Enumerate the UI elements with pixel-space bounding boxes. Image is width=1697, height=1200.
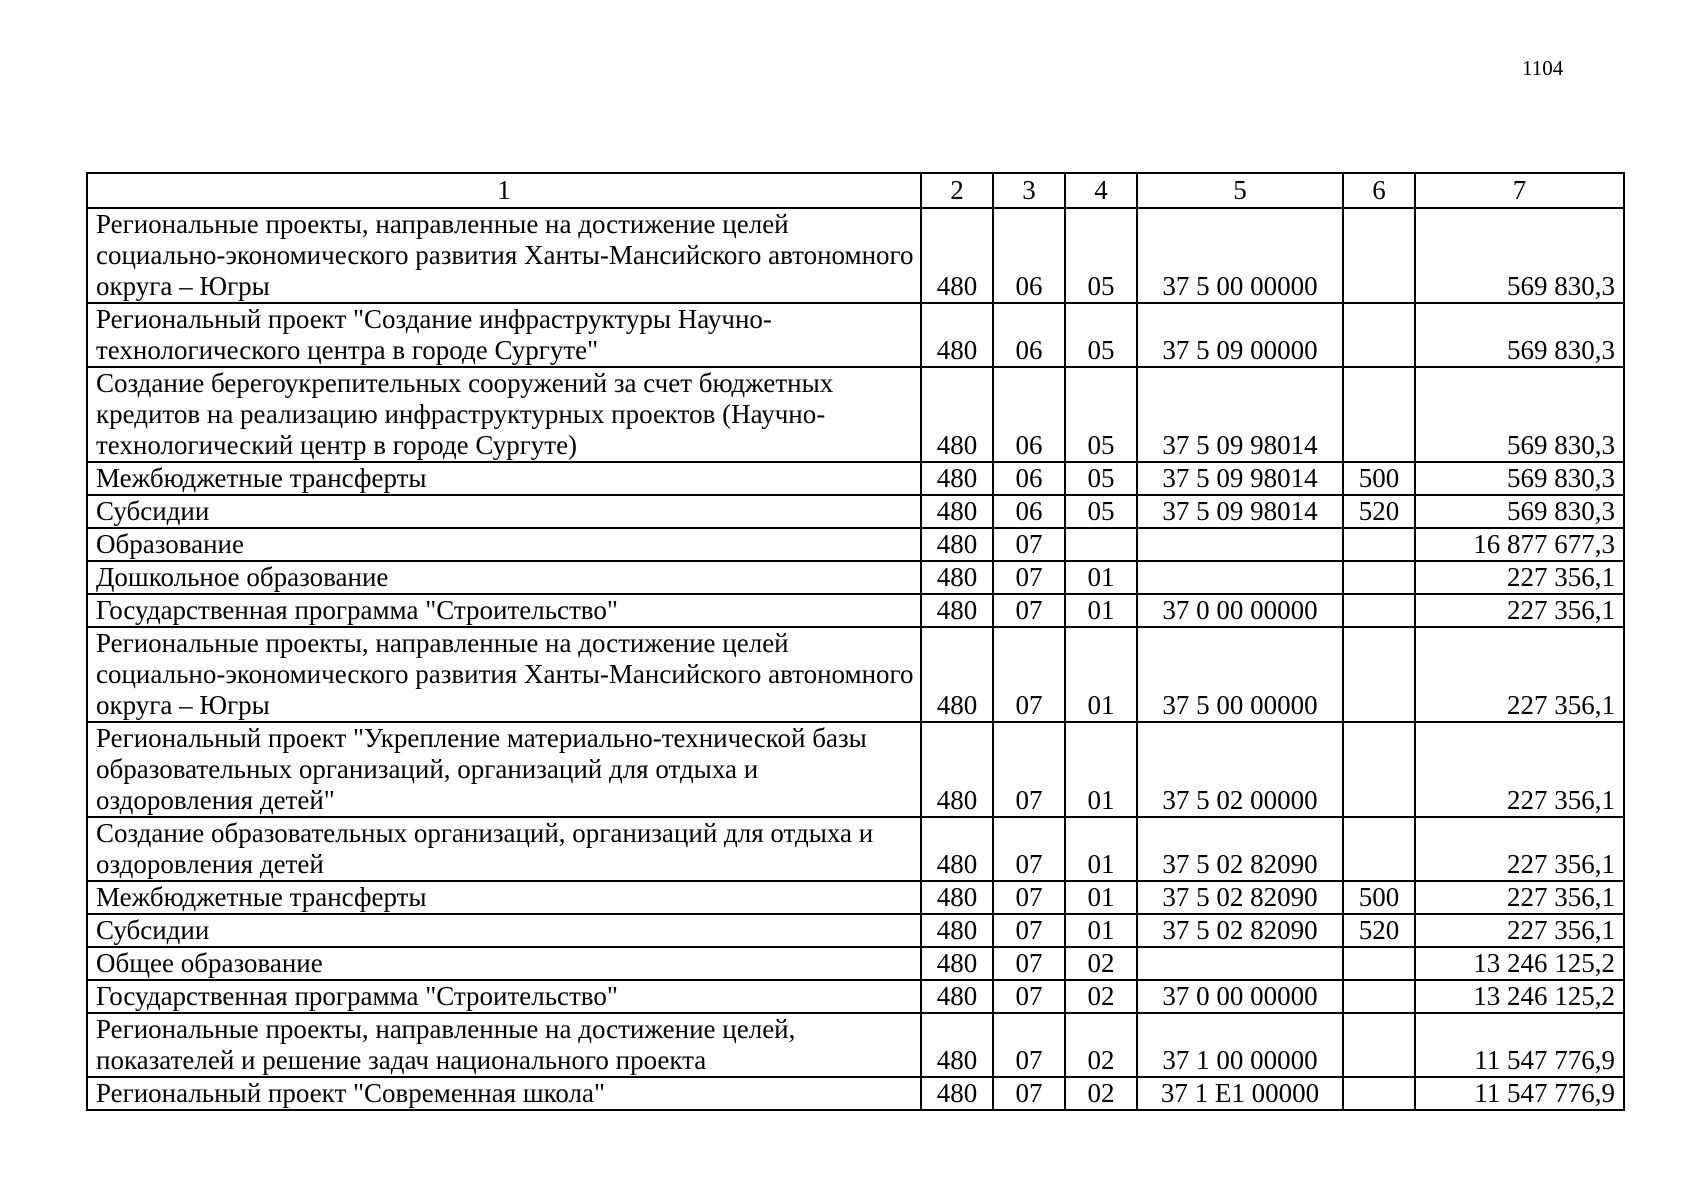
row-target-article-cell: 37 5 02 00000 <box>1137 722 1343 817</box>
table-row <box>87 594 1624 627</box>
row-code-2-cell: 480 <box>921 367 993 462</box>
row-expense-type-cell <box>1343 1013 1415 1077</box>
row-subsection-cell: 05 <box>1065 462 1137 495</box>
row-target-article-cell: 37 5 00 00000 <box>1137 627 1343 722</box>
table-row <box>87 914 1624 947</box>
row-name-cell: Региональные проекты, направленные на достижение целей социально-экономического развития Ханты-Мансийского автономного округа – Югры <box>87 208 921 303</box>
row-code-2-cell: 480 <box>921 561 993 594</box>
row-target-article-cell: 37 5 02 82090 <box>1137 817 1343 881</box>
table-row <box>87 367 1624 462</box>
row-amount-cell: 569 830,3 <box>1415 303 1624 367</box>
row-subsection-cell: 02 <box>1065 1077 1137 1110</box>
table-row <box>87 303 1624 367</box>
row-section-cell: 07 <box>993 561 1065 594</box>
page-number: 1104 <box>1522 56 1564 80</box>
row-amount-cell: 227 356,1 <box>1415 914 1624 947</box>
table-body <box>87 208 1624 1110</box>
header-col-2: 2 <box>921 173 993 208</box>
row-amount-cell: 569 830,3 <box>1415 462 1624 495</box>
table-row <box>87 722 1624 817</box>
row-subsection-cell: 01 <box>1065 561 1137 594</box>
row-section-cell: 07 <box>993 980 1065 1013</box>
row-code-2-cell: 480 <box>921 817 993 881</box>
row-code-2-cell: 480 <box>921 303 993 367</box>
header-col-1: 1 <box>87 173 921 208</box>
row-expense-type-cell <box>1343 367 1415 462</box>
table-row <box>87 1013 1624 1077</box>
row-expense-type-cell <box>1343 303 1415 367</box>
row-code-2-cell: 480 <box>921 1013 993 1077</box>
header-col-5: 5 <box>1137 173 1343 208</box>
row-section-cell: 06 <box>993 367 1065 462</box>
table-header <box>87 173 1624 208</box>
row-amount-cell: 569 830,3 <box>1415 367 1624 462</box>
row-expense-type-cell <box>1343 980 1415 1013</box>
row-amount-cell: 227 356,1 <box>1415 817 1624 881</box>
row-expense-type-cell: 500 <box>1343 881 1415 914</box>
row-code-2-cell: 480 <box>921 462 993 495</box>
row-target-article-cell: 37 5 09 98014 <box>1137 495 1343 528</box>
row-name-cell: Создание берегоукрепительных сооружений за счет бюджетных кредитов на реализацию инфраструктурных проектов (Научно-технологический центр в городе Сургуте) <box>87 367 921 462</box>
row-amount-cell: 227 356,1 <box>1415 594 1624 627</box>
row-amount-cell: 11 547 776,9 <box>1415 1077 1624 1110</box>
row-subsection-cell <box>1065 528 1137 561</box>
row-expense-type-cell <box>1343 594 1415 627</box>
row-name-cell: Межбюджетные трансферты <box>87 881 921 914</box>
row-subsection-cell: 05 <box>1065 367 1137 462</box>
row-name-cell: Межбюджетные трансферты <box>87 462 921 495</box>
row-code-2-cell: 480 <box>921 722 993 817</box>
row-expense-type-cell <box>1343 1077 1415 1110</box>
row-target-article-cell: 37 5 00 00000 <box>1137 208 1343 303</box>
row-subsection-cell: 02 <box>1065 947 1137 980</box>
row-section-cell: 07 <box>993 1013 1065 1077</box>
row-code-2-cell: 480 <box>921 528 993 561</box>
row-name-cell: Региональные проекты, направленные на достижение целей социально-экономического развития Ханты-Мансийского автономного округа – Югры <box>87 627 921 722</box>
row-target-article-cell: 37 5 09 98014 <box>1137 462 1343 495</box>
row-section-cell: 07 <box>993 594 1065 627</box>
table-row <box>87 495 1624 528</box>
row-subsection-cell: 01 <box>1065 881 1137 914</box>
row-amount-cell: 13 246 125,2 <box>1415 980 1624 1013</box>
row-expense-type-cell <box>1343 561 1415 594</box>
row-section-cell: 06 <box>993 495 1065 528</box>
table-row <box>87 881 1624 914</box>
row-name-cell: Государственная программа "Строительство" <box>87 594 921 627</box>
row-amount-cell: 16 877 677,3 <box>1415 528 1624 561</box>
row-target-article-cell: 37 5 02 82090 <box>1137 914 1343 947</box>
table-row <box>87 561 1624 594</box>
row-name-cell: Государственная программа "Строительство" <box>87 980 921 1013</box>
table-row <box>87 1077 1624 1110</box>
row-subsection-cell: 05 <box>1065 208 1137 303</box>
row-name-cell: Региональный проект "Создание инфраструктуры Научно-технологического центра в городе Сургуте" <box>87 303 921 367</box>
table-row <box>87 817 1624 881</box>
row-name-cell: Субсидии <box>87 914 921 947</box>
row-expense-type-cell: 520 <box>1343 914 1415 947</box>
row-section-cell: 07 <box>993 881 1065 914</box>
row-target-article-cell: 37 1 00 00000 <box>1137 1013 1343 1077</box>
row-expense-type-cell <box>1343 208 1415 303</box>
row-subsection-cell: 05 <box>1065 495 1137 528</box>
row-code-2-cell: 480 <box>921 881 993 914</box>
row-code-2-cell: 480 <box>921 947 993 980</box>
header-col-7: 7 <box>1415 173 1624 208</box>
row-subsection-cell: 01 <box>1065 914 1137 947</box>
row-name-cell: Общее образование <box>87 947 921 980</box>
table-row <box>87 627 1624 722</box>
row-target-article-cell: 37 5 09 98014 <box>1137 367 1343 462</box>
row-code-2-cell: 480 <box>921 1077 993 1110</box>
row-expense-type-cell: 520 <box>1343 495 1415 528</box>
row-target-article-cell <box>1137 561 1343 594</box>
row-expense-type-cell <box>1343 627 1415 722</box>
row-expense-type-cell <box>1343 528 1415 561</box>
row-target-article-cell: 37 0 00 00000 <box>1137 594 1343 627</box>
table-row <box>87 528 1624 561</box>
row-section-cell: 07 <box>993 722 1065 817</box>
row-name-cell: Региональный проект "Современная школа" <box>87 1077 921 1110</box>
row-name-cell: Субсидии <box>87 495 921 528</box>
row-section-cell: 07 <box>993 1077 1065 1110</box>
row-amount-cell: 227 356,1 <box>1415 881 1624 914</box>
row-section-cell: 07 <box>993 528 1065 561</box>
header-row <box>87 173 1624 208</box>
table-row <box>87 980 1624 1013</box>
row-target-article-cell <box>1137 528 1343 561</box>
row-name-cell: Создание образовательных организаций, организаций для отдыха и оздоровления детей <box>87 817 921 881</box>
row-expense-type-cell <box>1343 722 1415 817</box>
row-amount-cell: 569 830,3 <box>1415 208 1624 303</box>
row-expense-type-cell <box>1343 947 1415 980</box>
table-row <box>87 947 1624 980</box>
table-row <box>87 462 1624 495</box>
row-section-cell: 06 <box>993 208 1065 303</box>
row-target-article-cell: 37 0 00 00000 <box>1137 980 1343 1013</box>
header-col-6: 6 <box>1343 173 1415 208</box>
row-subsection-cell: 01 <box>1065 627 1137 722</box>
row-expense-type-cell: 500 <box>1343 462 1415 495</box>
row-code-2-cell: 480 <box>921 980 993 1013</box>
row-subsection-cell: 01 <box>1065 817 1137 881</box>
row-name-cell: Региональный проект "Укрепление материально-технической базы образовательных организаций, организаций для отдыха и оздоровления детей" <box>87 722 921 817</box>
row-target-article-cell: 37 5 09 00000 <box>1137 303 1343 367</box>
row-amount-cell: 227 356,1 <box>1415 722 1624 817</box>
header-col-4: 4 <box>1065 173 1137 208</box>
budget-table <box>86 172 1625 1111</box>
row-target-article-cell: 37 1 E1 00000 <box>1137 1077 1343 1110</box>
row-section-cell: 07 <box>993 817 1065 881</box>
row-code-2-cell: 480 <box>921 627 993 722</box>
row-name-cell: Региональные проекты, направленные на достижение целей, показателей и решение задач национального проекта <box>87 1013 921 1077</box>
row-subsection-cell: 01 <box>1065 722 1137 817</box>
row-section-cell: 06 <box>993 462 1065 495</box>
row-section-cell: 06 <box>993 303 1065 367</box>
row-section-cell: 07 <box>993 947 1065 980</box>
row-subsection-cell: 01 <box>1065 594 1137 627</box>
row-amount-cell: 227 356,1 <box>1415 561 1624 594</box>
row-code-2-cell: 480 <box>921 208 993 303</box>
row-code-2-cell: 480 <box>921 594 993 627</box>
row-subsection-cell: 02 <box>1065 1013 1137 1077</box>
row-subsection-cell: 05 <box>1065 303 1137 367</box>
row-section-cell: 07 <box>993 627 1065 722</box>
row-name-cell: Образование <box>87 528 921 561</box>
row-target-article-cell: 37 5 02 82090 <box>1137 881 1343 914</box>
row-target-article-cell <box>1137 947 1343 980</box>
header-col-3: 3 <box>993 173 1065 208</box>
row-subsection-cell: 02 <box>1065 980 1137 1013</box>
row-name-cell: Дошкольное образование <box>87 561 921 594</box>
row-section-cell: 07 <box>993 914 1065 947</box>
row-code-2-cell: 480 <box>921 495 993 528</box>
row-expense-type-cell <box>1343 817 1415 881</box>
row-amount-cell: 569 830,3 <box>1415 495 1624 528</box>
table-row <box>87 208 1624 303</box>
row-amount-cell: 11 547 776,9 <box>1415 1013 1624 1077</box>
row-code-2-cell: 480 <box>921 914 993 947</box>
row-amount-cell: 13 246 125,2 <box>1415 947 1624 980</box>
row-amount-cell: 227 356,1 <box>1415 627 1624 722</box>
